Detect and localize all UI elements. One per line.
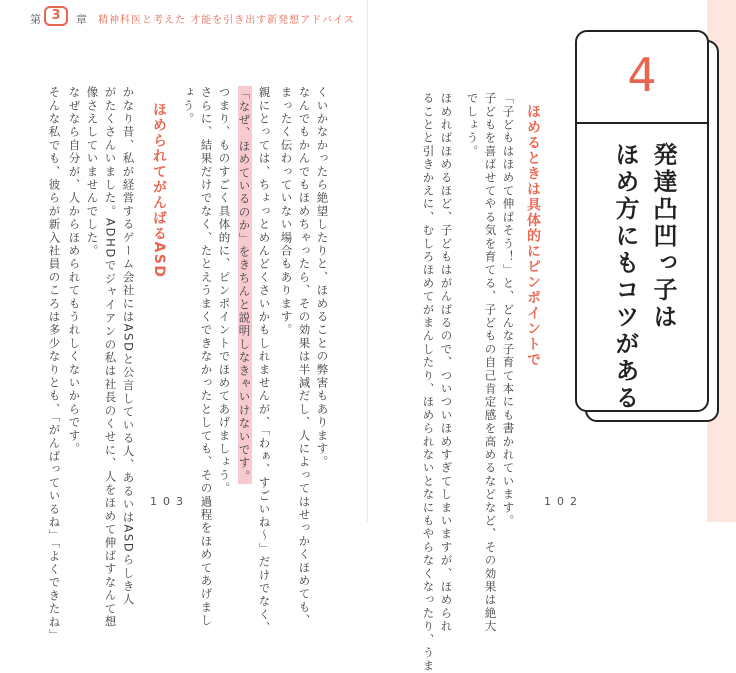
chapter-number-badge: 3 bbox=[44, 6, 68, 26]
body-line: 「子どもはほめて伸ばそう！」と、どんな子育て本にも書かれています。 bbox=[501, 92, 516, 528]
body-line: なんでもかんでもほめちゃったら、その効果は半減だし、人によってはせっかくほめても、 bbox=[297, 86, 312, 628]
page-number: 102 bbox=[544, 495, 583, 508]
chapter-prefix: 第 bbox=[30, 13, 41, 26]
highlight-text: 「なぜ、ほめているのか」をきちんと説明しなきゃいけないです。 bbox=[237, 87, 252, 483]
body-line: なぜなら自分が、人からほめられてもうれしくないからです。 bbox=[67, 86, 82, 456]
page-number: 103 bbox=[150, 495, 189, 508]
section-number: 4 bbox=[627, 48, 657, 102]
body-line: まったく伝わっていない場合もあります。 bbox=[279, 86, 294, 337]
spread-gutter bbox=[367, 0, 368, 522]
body-line: かなり昔、私が経営するゲーム会社にはASDと公言している人、あるいはASDらしき人 bbox=[121, 86, 136, 607]
body-line: くいかなかったら絶望したりと、ほめることの弊害もあります。 bbox=[315, 86, 330, 469]
section-title-line-1: 発達凸凹っ子は bbox=[649, 142, 677, 331]
body-line-highlighted bbox=[238, 86, 250, 484]
body-line: そんな私でも、彼らが新入社員のころは多少なりとも、「がんばっているね」「よくできたね」 bbox=[47, 86, 62, 643]
body-line: ょう。 bbox=[181, 86, 196, 126]
body-line: がたくさんいました。ADHDでジャイアンの私は社長のくせに、人をほめて伸ばすなんて想 bbox=[103, 86, 118, 629]
body-line: 像さえしていませんでした。 bbox=[85, 86, 100, 258]
title-card-divider bbox=[576, 122, 708, 124]
body-line: さらに、結果だけでなく、たとえうまくできなかったとしても、その過程をほめてあげまし bbox=[199, 86, 214, 628]
running-title: 精神科医と考えた 才能を引き出す新発想アドバイス bbox=[98, 15, 355, 26]
body-line: 親にとっては、ちょっとめんどくさいかもしれませんが、「わぁ、すごいね～」だけでなく、 bbox=[257, 86, 272, 635]
section-heading: ほめられてがんばるASD bbox=[151, 102, 167, 279]
body-line: ほめればほめるほど、子どもはがんばるので、ついついほめすぎてしまいますが、ほめられ bbox=[439, 92, 454, 634]
body-line: 子どもを喜ばせてやる気を育てる、子どもの自己肯定感を高めるなどなど、その効果は絶大 bbox=[483, 92, 498, 634]
body-line: つまり、ものすごく具体的に、ピンポイントでほめてあげましょう。 bbox=[217, 86, 232, 496]
body-line: でしょう。 bbox=[465, 92, 480, 158]
section-title-line-2: ほめ方にもコツがある bbox=[611, 142, 639, 412]
section-heading: ほめるときは具体的にピンポイントで bbox=[525, 104, 541, 368]
chapter-suffix: 章 bbox=[76, 13, 87, 26]
body-line: ることと引きかえに、むしろほめてがまんしたり、ほめられないとなにもやらなくなったり、うま bbox=[421, 92, 436, 673]
